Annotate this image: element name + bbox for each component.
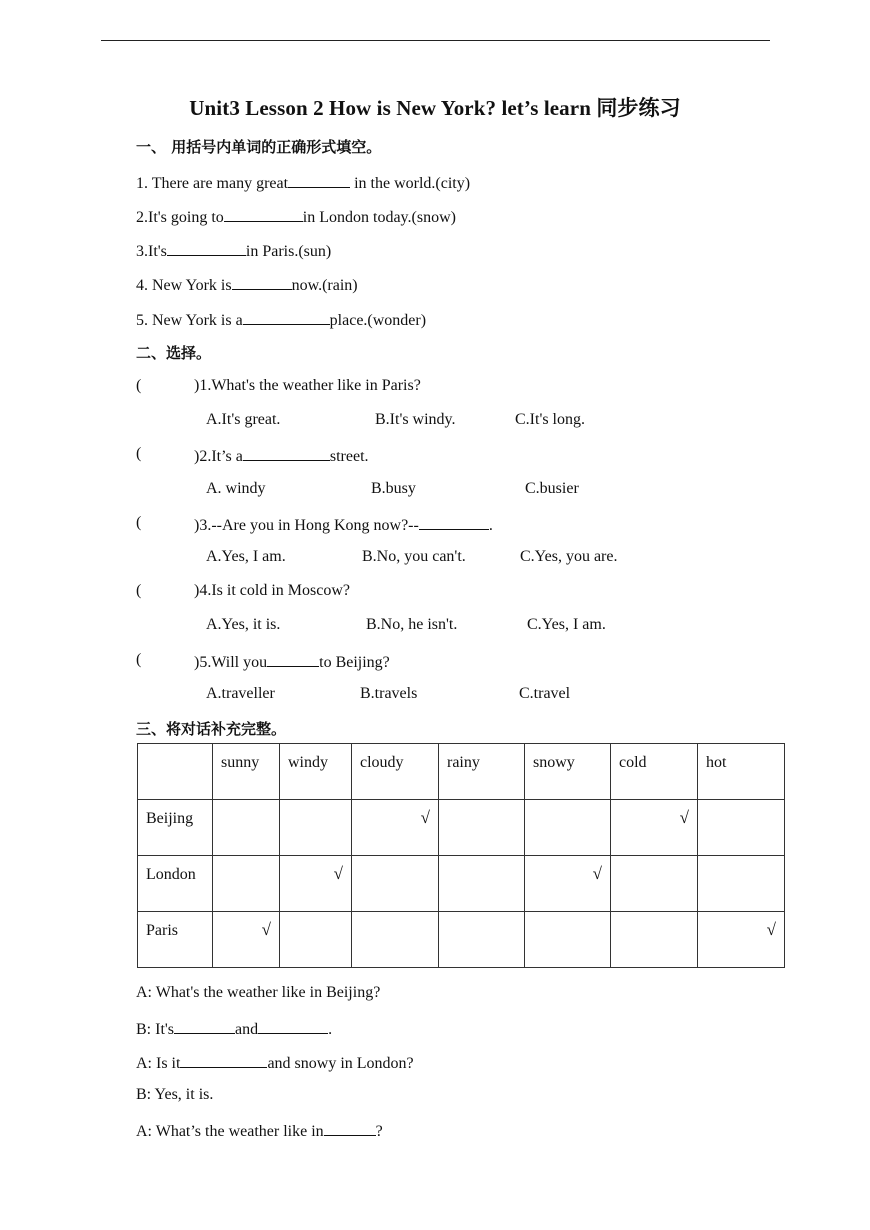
dialogue-line-4	[136, 1086, 213, 1104]
header-cell: sunny	[213, 744, 280, 800]
answer-blank[interactable]	[224, 206, 303, 222]
option-b[interactable]: B.No, you can't.	[362, 548, 466, 565]
weather-cell	[213, 856, 280, 912]
fill-item-4-post: now.(rain)	[291, 277, 358, 294]
weather-cell	[525, 912, 611, 968]
fill-item-2-post: in London today.(snow)	[302, 209, 456, 226]
question-2-stem-pre: 2.It’s a	[199, 448, 243, 465]
answer-blank[interactable]	[324, 1120, 376, 1136]
weather-cell	[525, 856, 611, 912]
question-1-text	[194, 377, 421, 395]
dialogue-text: .	[328, 1021, 333, 1038]
city-cell: London	[138, 856, 213, 912]
option-b[interactable]: B.No, he isn't.	[366, 616, 458, 633]
weather-cell	[280, 912, 352, 968]
fill-item-4-pre: 4. New York is	[136, 277, 232, 294]
weather-cell	[525, 800, 611, 856]
answer-paren-close: )	[194, 377, 200, 394]
answer-blank[interactable]	[180, 1052, 267, 1068]
check-mark: √	[420, 808, 430, 827]
answer-blank[interactable]	[288, 172, 350, 188]
weather-cell	[213, 912, 280, 968]
weather-cell	[352, 912, 439, 968]
answer-blank[interactable]	[174, 1018, 235, 1034]
fill-item-5	[136, 309, 426, 330]
header-cell: cold	[611, 744, 698, 800]
header-cell: rainy	[439, 744, 525, 800]
weather-cell	[352, 856, 439, 912]
weather-cell	[611, 912, 698, 968]
question-5-stem-post: to Beijing?	[319, 654, 390, 671]
option-a[interactable]: A. windy	[206, 480, 266, 497]
answer-blank[interactable]	[267, 651, 319, 667]
answer-blank[interactable]	[167, 240, 246, 256]
answer-paren-close: )	[194, 448, 200, 465]
option-c[interactable]: C.Yes, you are.	[520, 548, 618, 565]
fill-item-5-post: place.(wonder)	[329, 312, 427, 329]
weather-table	[137, 743, 785, 968]
answer-paren-close: )	[194, 517, 200, 534]
fill-item-1-pre: 1. There are many great	[136, 175, 289, 192]
option-c[interactable]: C.It's long.	[515, 411, 585, 428]
section3-heading: 三、将对话补充完整。	[136, 720, 287, 738]
check-mark: √	[333, 864, 343, 883]
header-cell: windy	[280, 744, 352, 800]
answer-blank[interactable]	[419, 514, 489, 530]
fill-item-2-pre: 2.It's going to	[136, 209, 224, 226]
answer-paren-open: (	[136, 445, 142, 462]
weather-cell	[611, 856, 698, 912]
fill-item-1	[136, 172, 470, 193]
weather-cell	[280, 800, 352, 856]
table-row	[138, 800, 785, 856]
fill-item-3-post: in Paris.(sun)	[245, 243, 332, 260]
answer-blank[interactable]	[258, 1018, 328, 1034]
check-mark: √	[592, 864, 602, 883]
weather-cell	[698, 856, 785, 912]
question-1-stem: 1.What's the weather like in Paris?	[199, 377, 421, 394]
section2-heading: 二、选择。	[136, 344, 212, 362]
dialogue-line-3	[136, 1052, 414, 1073]
option-b[interactable]: B.busy	[371, 480, 416, 497]
check-mark: √	[679, 808, 689, 827]
weather-cell	[698, 800, 785, 856]
weather-cell	[611, 800, 698, 856]
question-3-stem-post: .	[488, 517, 493, 534]
answer-paren-open: (	[136, 582, 142, 599]
option-c[interactable]: C.travel	[519, 685, 571, 702]
fill-item-3-pre: 3.It's	[136, 243, 167, 260]
weather-cell	[698, 912, 785, 968]
fill-item-2	[136, 206, 456, 227]
header-cell: snowy	[525, 744, 611, 800]
check-mark: √	[261, 920, 271, 939]
city-cell: Beijing	[138, 800, 213, 856]
question-3-stem-pre: 3.--Are you in Hong Kong now?--	[199, 517, 419, 534]
dialogue-line-1	[136, 984, 380, 1002]
worksheet-title: Unit3 Lesson 2 How is New York? let’s learn 同步练习	[189, 96, 681, 120]
answer-paren-close: )	[194, 582, 200, 599]
dialogue-text: A: What's the weather like in Beijing?	[136, 984, 381, 1001]
dialogue-line-5	[136, 1120, 383, 1141]
question-3-text	[194, 514, 493, 535]
table-header-row	[138, 744, 785, 800]
weather-cell	[280, 856, 352, 912]
weather-cell	[213, 800, 280, 856]
option-c[interactable]: C.busier	[525, 480, 579, 497]
answer-paren-open: (	[136, 377, 142, 394]
option-b[interactable]: B.It's windy.	[375, 411, 456, 428]
question-4-stem: 4.Is it cold in Moscow?	[199, 582, 350, 599]
weather-cell	[439, 800, 525, 856]
option-a[interactable]: A.Yes, I am.	[206, 548, 286, 565]
dialogue-text: and	[235, 1021, 259, 1038]
section1-heading: 一、 用括号内单词的正确形式填空。	[136, 138, 382, 156]
check-mark: √	[766, 920, 776, 939]
answer-blank[interactable]	[243, 445, 330, 461]
table-row	[138, 912, 785, 968]
dialogue-text: B: Yes, it is.	[136, 1086, 214, 1103]
dialogue-text: and snowy in London?	[267, 1055, 414, 1072]
table-row	[138, 856, 785, 912]
dialogue-text: ?	[375, 1123, 383, 1140]
header-cell: cloudy	[352, 744, 439, 800]
option-a[interactable]: A.Yes, it is.	[206, 616, 281, 633]
fill-item-4	[136, 274, 358, 295]
option-a[interactable]: A.traveller	[206, 685, 275, 702]
question-2-text	[194, 445, 369, 466]
option-c[interactable]: C.Yes, I am.	[527, 616, 606, 633]
question-5-text	[194, 651, 390, 672]
answer-paren-close: )	[194, 654, 200, 671]
header-cell	[138, 744, 213, 800]
dialogue-text: A: What’s the weather like in	[136, 1123, 324, 1140]
answer-paren-open: (	[136, 651, 142, 668]
dialogue-text: B: It's	[136, 1021, 174, 1038]
option-a[interactable]: A.It's great.	[206, 411, 281, 428]
dialogue-text: A: Is it	[136, 1055, 181, 1072]
answer-blank[interactable]	[243, 309, 330, 325]
weather-cell	[352, 800, 439, 856]
weather-cell	[439, 912, 525, 968]
weather-cell	[439, 856, 525, 912]
fill-item-5-pre: 5. New York is a	[136, 312, 243, 329]
option-b[interactable]: B.travels	[360, 685, 418, 702]
question-5-stem-pre: 5.Will you	[199, 654, 268, 671]
top-rule	[101, 40, 770, 41]
answer-paren-open: (	[136, 514, 142, 531]
city-cell: Paris	[138, 912, 213, 968]
fill-item-3	[136, 240, 331, 261]
dialogue-line-2	[136, 1018, 332, 1039]
question-2-stem-post: street.	[329, 448, 369, 465]
fill-item-1-post: in the world.(city)	[350, 175, 471, 192]
question-4-text	[194, 582, 350, 600]
answer-blank[interactable]	[232, 274, 292, 290]
header-cell: hot	[698, 744, 785, 800]
